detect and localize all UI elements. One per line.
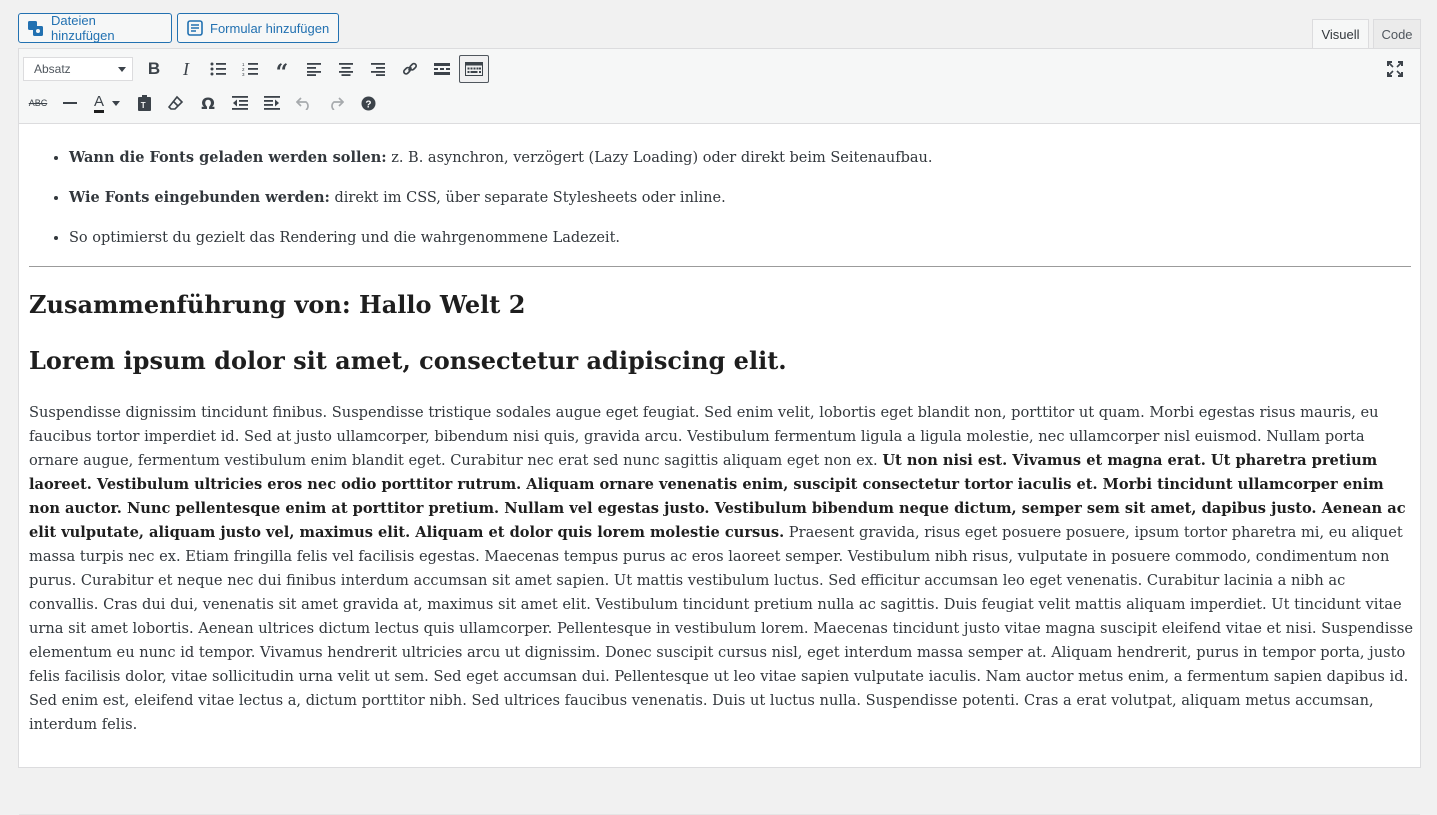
toolbar-row-2 [23, 88, 385, 118]
paste-text-button[interactable] [129, 89, 159, 117]
outdent-icon [232, 96, 248, 110]
paragraph-start: Suspendisse dignissim tincidunt finibus. Suspendisse tristique sodales augue eget feugiat. Sed enim velit, lobortis eget blandit non, porttitor ut quam. Morbi egestas risus mauris, eu faucibus tortor imperdiet id. Sed at justo ullamcorper, bibendum nisi quis, gravida arcu. Vestibulum fermentum ligula a ligula molestie, nec ullamcorper nisl euismod. Nullam porta ornare augue, fermentum vestibulum enim blandit eget. Curabitur nec erat sed nunc sagittis aliquam eget non ex. [29, 404, 1379, 469]
list-item-bold: Wann die Fonts geladen werden sollen: [69, 149, 387, 166]
align-left-button[interactable] [299, 55, 329, 83]
clear-formatting-icon [168, 95, 184, 111]
media-icon [27, 19, 45, 37]
align-center-button[interactable] [331, 55, 361, 83]
paste-text-icon [137, 95, 152, 111]
chevron-down-icon [112, 101, 120, 106]
paragraph-end: Praesent gravida, risus eget posuere posuere, ipsum tortor pharetra mi, eu aliquet massa turpis nec ex. Etiam fringilla felis vel facilisis egestas. Maecenas tempus purus ac eros laoreet semper. Vestibulum nibh risus, vulputate in posuere commodo, condimentum non purus. Curabitur et neque nec dui finibus interdum accumsan sit amet sapien. Ut mattis vestibulum luctus. Sed efficitur accumsan leo eget venenatis. Curabitur lacinia a nibh ac convallis. Cras dui dui, venenatis sit amet gravida at, maximus sit amet elit. Vestibulum tincidunt pretium nulla ac sagittis. Duis feugiat velit mattis aliquam imperdiet. Ut tincidunt vitae urna sit amet lobortis. Aenean ultrices dictum lectus quis ullamcorper. Pellentesque in vestibulum lorem. Maecenas tincidunt justo vitae magna suscipit eleifend vitae et nisi. Suspendisse elementum eu nunc id tempor. Vivamus hendrerit ultricies arcu ut dignissim. Donec suscipit cursus nisl, eget interdum massa semper at. Aliquam hendrerit, purus in tempor porta, justo felis facilisis dolor, vitae sollicitudin urna velit ut sem. Sed eget accumsan dui. Pellentesque ut leo vitae sapien vulputate iaculis. Nam auctor metus enim, a fermentum sapien dapibus id. Sed enim est, eleifend vitae lectus a, dictum porttitor nibh. Sed ultrices faucibus venenatis. Duis ut luctus nulla. Suspendisse potenti. Cras a erat volutpat, aliquam metus accumsan, interdum felis. [29, 524, 1414, 733]
svg-text:?: ? [364, 99, 372, 110]
list-item-bold: Wie Fonts eingebunden werden: [69, 189, 330, 206]
blockquote-button[interactable] [267, 55, 297, 86]
horizontal-rule [29, 266, 1411, 267]
format-select[interactable] [23, 57, 133, 81]
format-select-value: Absatz [34, 62, 71, 76]
add-media-label: Dateien hinzufügen [51, 13, 115, 43]
toolbar-toggle-icon [465, 62, 483, 76]
body-paragraph [29, 401, 1414, 737]
list-item [69, 226, 1409, 250]
fullscreen-button[interactable] [1380, 55, 1410, 83]
help-icon [361, 96, 376, 111]
chevron-down-icon [118, 67, 126, 72]
blockquote-icon: “ [275, 60, 289, 86]
list-item-text: direkt im CSS, über separate Stylesheets oder inline. [329, 190, 726, 206]
align-right-icon [371, 63, 385, 76]
strikethrough-button[interactable] [23, 89, 53, 117]
indent-button[interactable] [257, 89, 287, 117]
clear-formatting-button[interactable] [161, 89, 191, 117]
read-more-button[interactable] [427, 55, 457, 83]
bold-button[interactable] [139, 55, 169, 83]
editor [18, 48, 1421, 768]
align-left-icon [307, 63, 321, 76]
special-character-icon: Ω [201, 93, 215, 113]
list-item [69, 146, 1409, 170]
bullet-list-icon [210, 62, 226, 76]
link-button[interactable] [395, 55, 425, 83]
horizontal-line-icon [63, 102, 77, 104]
read-more-icon [434, 63, 450, 75]
italic-button[interactable] [171, 55, 201, 83]
indent-icon [264, 96, 280, 110]
italic-icon: I [183, 58, 189, 79]
bold-icon: B [147, 59, 161, 78]
bullet-list [19, 146, 1409, 266]
svg-text:T: T [140, 101, 146, 110]
text-color-icon: A [94, 94, 104, 113]
heading-lorem: Lorem ipsum dolor sit amet, consectetur adipiscing elit. [29, 346, 787, 375]
add-form-label: Formular hinzufügen [210, 20, 330, 36]
svg-text:2: 2 [242, 67, 245, 72]
paragraph-bold: Ut non nisi est. Vivamus et magna erat. Ut pharetra pretium laoreet. Vestibulum ultricies eros nec odio porttitor rutrum. Aliquam ornare venenatis enim, suscipit consectetur tortor iaculis et. Morbi tincidunt ullamcorper enim non auctor. Nunc pellentesque enim at porttitor pretium. Nullam vel egestas justo. Vestibulum bibendum neque dictum, semper sem sit amet, dapibus justo. Aenean ac elit vulputate, aliquam justo vel, maximus elit. Aliquam et dolor quis lorem molestie cursus. [29, 452, 1406, 541]
toolbar-toggle-button[interactable] [459, 55, 489, 83]
align-center-icon [339, 63, 353, 76]
svg-text:3: 3 [242, 72, 245, 76]
tab-visual[interactable]: Visuell [1312, 19, 1369, 49]
redo-button[interactable] [321, 89, 351, 117]
outdent-button[interactable] [225, 89, 255, 117]
list-item-text: z. B. asynchron, verzögert (Lazy Loading) oder direkt beim Seitenaufbau. [386, 150, 933, 166]
add-media-button[interactable] [18, 13, 172, 43]
form-icon [186, 19, 204, 37]
list-item [69, 186, 1409, 210]
heading-merge: Zusammenführung von: Hallo Welt 2 [29, 290, 526, 319]
numbered-list-button[interactable] [235, 55, 265, 83]
horizontal-line-button[interactable] [55, 89, 85, 117]
undo-button[interactable] [289, 89, 319, 117]
undo-icon [296, 96, 312, 110]
numbered-list-icon [242, 62, 258, 76]
special-character-button[interactable] [193, 89, 223, 117]
link-icon [402, 61, 418, 77]
align-right-button[interactable] [363, 55, 393, 83]
fullscreen-icon [1387, 61, 1403, 77]
svg-text:1: 1 [242, 62, 245, 67]
add-form-button[interactable] [177, 13, 339, 43]
tab-code[interactable]: Code [1373, 19, 1421, 48]
redo-icon [328, 96, 344, 110]
toolbar-row-1 [23, 54, 491, 84]
bullet-list-button[interactable] [203, 55, 233, 83]
editor-toolbar [19, 49, 1420, 124]
strikethrough-icon: ABC [28, 98, 48, 108]
help-button[interactable] [353, 89, 383, 117]
list-item-text: So optimierst du gezielt das Rendering und die wahrgenommene Ladezeit. [69, 230, 620, 246]
text-color-button[interactable] [87, 89, 127, 117]
